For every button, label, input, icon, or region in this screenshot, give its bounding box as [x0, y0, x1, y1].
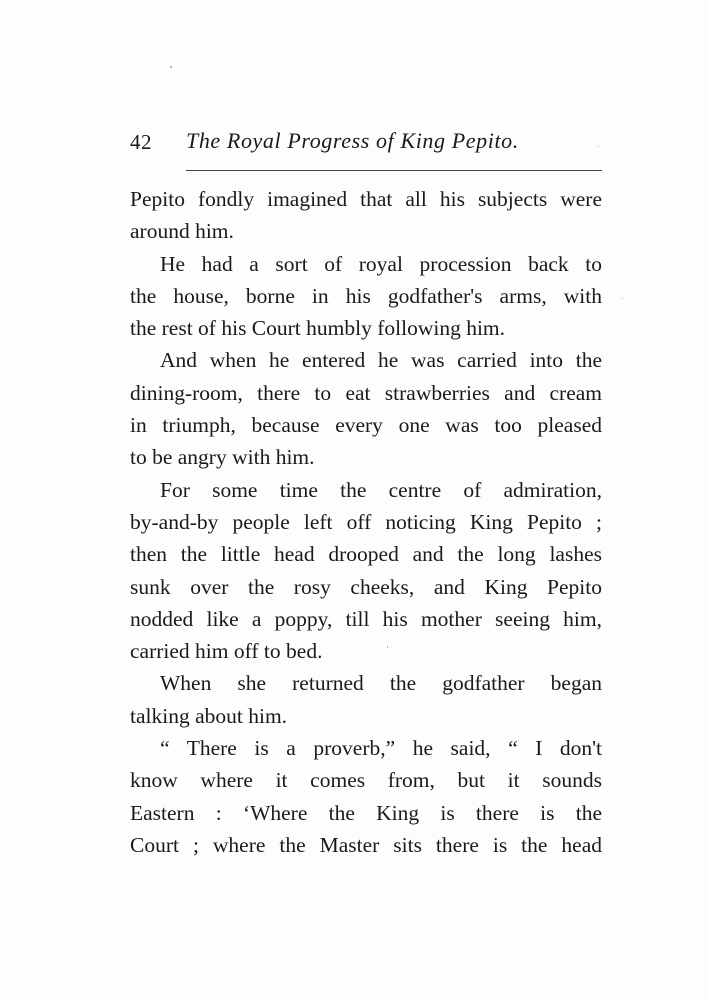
- page-number: 42: [130, 130, 152, 154]
- text-line: Pepito fondly imagined that all his subjects were: [130, 187, 602, 211]
- text-line: around him.: [130, 219, 234, 244]
- text-line: He had a sort of royal procession back to: [160, 251, 602, 276]
- text-line: in triumph, because every one was too pleased: [130, 413, 602, 438]
- text-line: When she returned the godfather began: [160, 671, 602, 696]
- print-speck: [622, 298, 623, 299]
- header-rule: [186, 170, 602, 171]
- body-text: [130, 183, 602, 861]
- text-line: nodded like a poppy, till his mother seeing him,: [130, 606, 602, 631]
- running-head: [130, 128, 602, 160]
- text-line: For some time the centre of admiration,: [160, 477, 602, 502]
- text-line: the rest of his Court humbly following him.: [130, 316, 506, 341]
- text-line: carried him off to bed.: [130, 639, 323, 664]
- text-line: “ There is a proverb,” he said, “ I don't: [160, 736, 602, 761]
- text-line: Eastern : ‘Where the King is there is the: [130, 800, 602, 825]
- print-speck: [170, 66, 172, 68]
- text-line: know where it comes from, but it sounds: [130, 768, 602, 793]
- print-speck: [598, 146, 599, 147]
- text-line: to be angry with him.: [130, 445, 315, 470]
- text-line: then the little head drooped and the long lashes: [130, 542, 602, 567]
- text-line: sunk over the rosy cheeks, and King Pepito: [130, 574, 602, 599]
- text-line: dining-room, there to eat strawberries and cream: [130, 380, 602, 405]
- running-title: The Royal Progress of King Pepito.: [186, 128, 519, 153]
- text-line: the house, borne in his godfather's arms, with: [130, 283, 602, 308]
- print-speck: [387, 646, 388, 648]
- text-line: And when he entered he was carried into the: [160, 348, 602, 373]
- text-line: by-and-by people left off noticing King Pepito ;: [130, 509, 602, 534]
- text-line: talking about him.: [130, 703, 288, 728]
- text-line: Court ; where the Master sits there is the head: [130, 832, 602, 857]
